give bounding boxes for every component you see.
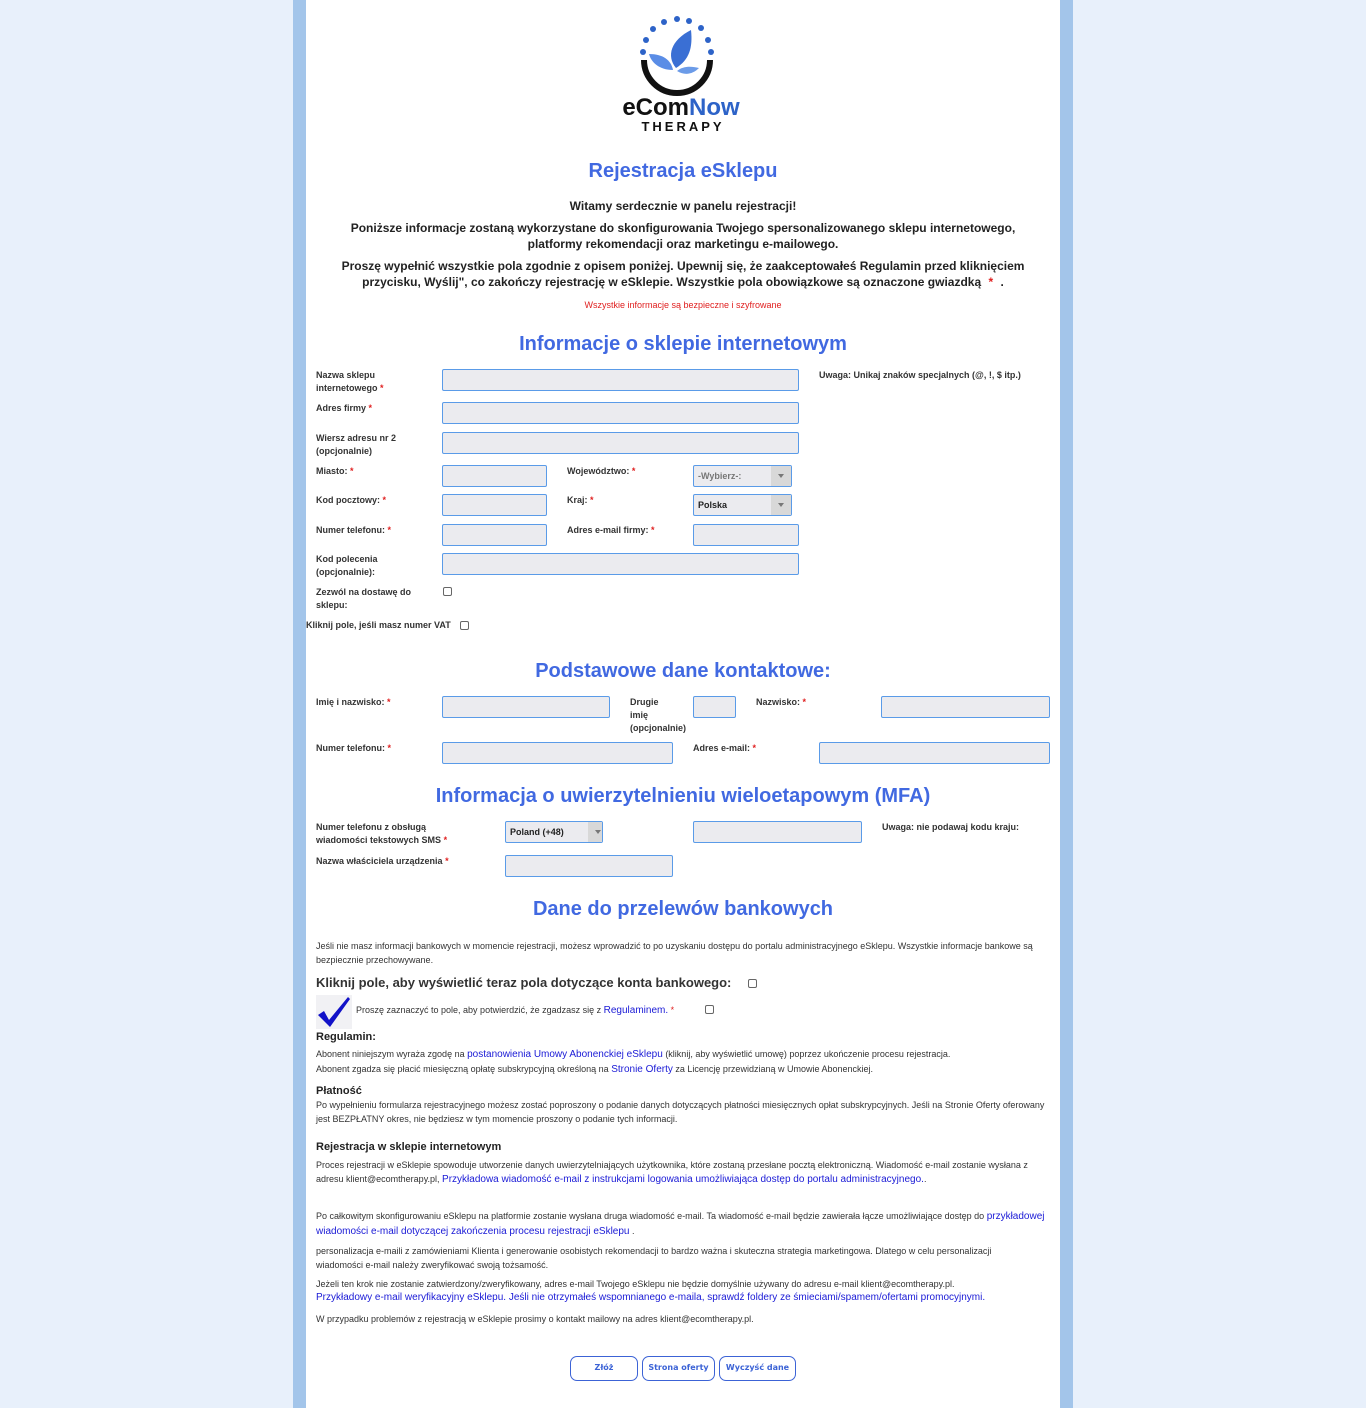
terms-line2: [316, 1062, 1056, 1077]
required-asterisk: *: [350, 466, 354, 476]
svg-text:eComNow: eComNow: [622, 94, 740, 121]
shop-name-label-line2: [316, 382, 384, 395]
mfa-hint: Uwaga: nie podawaj kodu kraju:: [882, 822, 1020, 832]
required-asterisk: *: [651, 525, 655, 535]
country-select[interactable]: [693, 494, 792, 516]
device-owner-label: [316, 855, 449, 868]
required-asterisk: *: [387, 743, 392, 753]
vat-checkbox[interactable]: [460, 621, 469, 630]
address2-label: [316, 432, 396, 458]
middle-name-label-line3: (opcjonalnie): [630, 723, 686, 733]
payment-text: Po wypełnieniu formularza rejestracyjnego możesz zostać poproszony o podanie danych dotyczących płatności miesięcznych opłat subskrypcyjnych. Jeśli na Stronie Oferty oferowany jest BEZPŁATNY okres, nie będziesz w tym momencie proszony o podanie tych informacji.: [316, 1100, 1045, 1124]
page-title: Rejestracja eSklepu: [588, 160, 778, 182]
province-select[interactable]: [693, 465, 792, 487]
sample-login-email-link[interactable]: Przykładowa wiadomość e-mail z instrukcjami logowania umożliwiająca dostęp do portalu administracyjnego.: [442, 1174, 924, 1185]
required-asterisk: *: [670, 1005, 675, 1015]
delivery-checkbox[interactable]: [443, 587, 452, 596]
sms-phone-label: [316, 821, 447, 847]
postal-label-text: Kod pocztowy:: [316, 495, 380, 505]
contact-phone-input[interactable]: [442, 742, 673, 764]
surname-label-text: Nazwisko:: [756, 697, 801, 707]
chevron-down-icon: [771, 495, 791, 515]
contact-email-label-text: Adres e-mail:: [693, 743, 751, 753]
ecomnow-therapy-logo: [611, 8, 751, 136]
middle-name-label-line1: Drugie: [630, 697, 659, 707]
city-label-text: Miasto:: [316, 466, 348, 476]
country-select-value: Polska: [698, 500, 728, 510]
secure-note: Wszystkie informacje są bezpieczne i szyfrowane: [584, 300, 782, 310]
delivery-label: [316, 586, 411, 612]
shop-email-label: [567, 524, 655, 537]
registration-paragraph-5: W przypadku problemów z rejestracją w eSklepie prosimy o kontakt mailowy na adres klient@ecomtherapy.pl.: [316, 1314, 754, 1324]
sms-phone-label-line1: Numer telefonu z obsługą: [316, 822, 427, 832]
chevron-down-icon: [771, 466, 791, 486]
sms-phone-label-text: wiadomości tekstowych SMS: [316, 835, 442, 845]
welcome-text: Witamy serdecznie w panelu rejestracji!: [569, 199, 797, 213]
terms-line1-b: (kliknij, aby wyświetlić umowę) poprzez ukończenie procesu rejestracja.: [665, 1049, 951, 1059]
province-select-value: -Wybierz-:: [698, 471, 742, 481]
middle-name-input[interactable]: [693, 696, 736, 718]
delivery-label-line2: sklepu:: [316, 600, 348, 610]
terms-agree-prefix: Proszę zaznaczyć to pole, aby potwierdzić, że zgadzasz się z: [356, 1005, 602, 1015]
registration-page: [306, 0, 1060, 1408]
address-input[interactable]: [442, 402, 799, 424]
surname-input[interactable]: [881, 696, 1050, 718]
terms-agree-checkbox[interactable]: [705, 1005, 714, 1014]
terms-line1-a: Abonent niniejszym wyraża zgodę na: [316, 1049, 465, 1059]
registration-p1-period: .: [923, 1174, 927, 1184]
shop-registration-title: Rejestracja w sklepie internetowym: [316, 1141, 502, 1153]
bank-fields-checkbox[interactable]: [748, 979, 757, 988]
registration-p4-text: Jeżeli ten krok nie zostanie zatwierdzony/zweryfikowany, adres e-mail Twojego eSklepu nie będzie domyślnie używany do adresu e-mail klient@ecomtherapy.pl.: [316, 1279, 955, 1289]
required-asterisk: *: [445, 856, 449, 866]
address-label: [316, 402, 372, 415]
bank-fields-toggle-label: Kliknij pole, aby wyświetlić teraz pola dotyczące konta bankowego:: [316, 975, 732, 990]
country-label: [567, 494, 594, 507]
vat-label: Kliknij pole, jeśli masz numer VAT: [306, 620, 451, 630]
registration-paragraph-4: [316, 1277, 1056, 1305]
svg-text:THERAPY: THERAPY: [641, 119, 725, 134]
shop-name-label: [316, 369, 384, 395]
referral-label-line2: (opcjonalnie):: [316, 567, 375, 577]
shop-name-label-text: internetowego: [316, 383, 378, 393]
required-asterisk: *: [752, 743, 757, 753]
clear-data-button[interactable]: Wyczyść dane: [719, 1356, 796, 1381]
required-asterisk: *: [382, 495, 387, 505]
right-border-stripe: [1060, 0, 1073, 1408]
device-owner-label-text: Nazwa właściciela urządzenia: [316, 856, 443, 866]
left-border-stripe: [293, 0, 306, 1408]
surname-label: [756, 696, 806, 709]
required-asterisk: *: [387, 525, 392, 535]
middle-name-label-line2: imię: [630, 710, 649, 720]
sample-completion-email-link[interactable]: przykładowej wiadomości e-mail dotyczącej zakończenia procesu rejestracji eSklepu: [316, 1211, 1045, 1237]
registration-p1-text: Proces rejestracji w eSklepie spowoduje utworzenie danych uwierzytelniających użytkownika, które zostaną przesłane pocztą elektroniczną. Wiadomość e-mail zostanie wysłana z adresu klient@ecomtherapy.pl,: [316, 1160, 1028, 1184]
leaf-dots-logo-icon: [611, 8, 751, 136]
province-label-text: Województwo:: [567, 466, 630, 476]
required-asterisk: *: [443, 835, 448, 845]
contact-email-label: [693, 742, 756, 755]
postal-label: [316, 494, 386, 507]
shop-phone-label: [316, 524, 391, 537]
required-asterisk: *: [802, 697, 807, 707]
terms-line2-a: Abonent zgadza się płacić miesięczną opłatę subskrypcyjną określoną na: [316, 1064, 609, 1074]
bank-info-text: Jeśli nie masz informacji bankowych w momencie rejestracji, możesz wprowadzić to po uzyskaniu dostępu do portalu administracyjnego eSklepu. Wszystkie informacje bankowe są bezpiecznie przechowywane.: [316, 941, 1033, 965]
bank-section-title: Dane do przelewów bankowych: [532, 898, 834, 920]
registration-p2-text: Po całkowitym skonfigurowaniu eSklepu na platformie zostanie wysłana druga wiadomość e-mail. Ta wiadomość e-mail będzie zawierała łącze umożliwiające dostęp do: [316, 1211, 985, 1221]
shop-name-input[interactable]: [442, 369, 799, 391]
sms-phone-input[interactable]: [693, 821, 862, 843]
fullname-label: [316, 696, 391, 709]
required-asterisk: *: [988, 275, 994, 289]
shop-phone-label-text: Numer telefonu:: [316, 525, 386, 535]
shop-name-label-line1: Nazwa sklepu: [316, 370, 376, 380]
delivery-label-line1: Zezwól na dostawę do: [316, 587, 412, 597]
shop-phone-input[interactable]: [442, 524, 547, 546]
registration-p2-period: .: [632, 1226, 635, 1236]
instructions-text: [336, 258, 1030, 290]
address-label-text: Adres firmy: [316, 403, 367, 413]
shop-name-hint: Uwaga: Unikaj znaków specjalnych (@, !, $ itp.): [819, 370, 1021, 380]
sms-phone-label-line2: [316, 834, 447, 847]
sample-verification-email-link[interactable]: Przykładowy e-mail weryfikacyjny eSklepu. Jeśli nie otrzymałeś wspomnianego e-maila, sprawdź foldery ze śmieciami/spamem/ofertami promocyjnymi.: [316, 1292, 986, 1303]
mfa-section-title: Informacja o uwierzytelnieniu wieloetapowym (MFA): [435, 785, 931, 807]
required-asterisk: *: [590, 495, 594, 505]
shop-email-label-text: Adres e-mail firmy:: [567, 525, 649, 535]
province-label: [567, 465, 635, 478]
referral-input[interactable]: [442, 553, 799, 575]
address2-label-line2: (opcjonalnie): [316, 446, 372, 456]
country-code-select[interactable]: [505, 821, 603, 843]
referral-label: [316, 553, 378, 579]
country-code-select-value: Poland (+48): [510, 827, 564, 837]
shop-email-input[interactable]: [693, 524, 799, 546]
instructions-period: .: [1000, 275, 1004, 289]
required-asterisk: *: [631, 466, 636, 476]
required-asterisk: *: [387, 697, 391, 707]
city-label: [316, 465, 354, 478]
middle-name-label: [630, 696, 686, 735]
payment-title: Płatność: [316, 1085, 362, 1097]
country-label-text: Kraj:: [567, 495, 588, 505]
device-owner-input[interactable]: [505, 855, 673, 877]
required-asterisk: *: [380, 383, 384, 393]
checkmark-svg-icon: [316, 995, 352, 1029]
subscription-agreement-link[interactable]: postanowienia Umowy Abonenckiej eSklepu: [467, 1049, 663, 1060]
terms-agree-text: [356, 1003, 674, 1018]
submit-button[interactable]: Złóż: [570, 1356, 638, 1381]
referral-label-line1: Kod polecenia: [316, 554, 378, 564]
city-input[interactable]: [442, 465, 547, 487]
contact-phone-label-text: Numer telefonu:: [316, 743, 386, 753]
registration-paragraph-2: [316, 1209, 1056, 1239]
shop-section-title: Informacje o sklepie internetowym: [519, 333, 847, 355]
terms-title: Regulamin:: [316, 1031, 376, 1043]
contact-email-input[interactable]: [819, 742, 1050, 764]
postal-input[interactable]: [442, 494, 547, 516]
address2-input[interactable]: [442, 432, 799, 454]
offer-page-button[interactable]: Strona oferty: [642, 1356, 715, 1381]
terms-line2-b: za Licencję przewidzianą w Umowie Abonenckiej.: [675, 1064, 874, 1074]
checkmark-icon: [316, 995, 352, 1029]
instructions-body: Proszę wypełnić wszystkie pola zgodnie z opisem poniżej. Upewnij się, że zaakceptowałeś Regulamin przed kliknięciem przycisku, Wyślij", co zakończy rejestrację w eSklepie. Wszystkie pola obowiązkowe są oznaczone gwiazdką: [341, 259, 1025, 289]
contact-section-title: Podstawowe dane kontaktowe:: [535, 660, 831, 682]
intro-text: Poniższe informacje zostaną wykorzystane do skonfigurowania Twojego spersonalizowanego sklepu internetowego, platformy rekomendacji oraz marketingu e-mailowego.: [350, 221, 1016, 251]
registration-paragraph-1: [316, 1158, 1046, 1187]
fullname-input[interactable]: [442, 696, 610, 718]
chevron-down-icon: [588, 822, 602, 842]
fullname-label-text: Imię i nazwisko:: [316, 697, 385, 707]
registration-paragraph-3: personalizacja e-maili z zamówieniami Klienta i generowanie osobistych rekomendacji to bardzo ważna i skuteczna strategia marketingowa. Dlatego w celu personalizacji wiadomości e-mail należy zweryfikować swoją tożsamość.: [316, 1246, 992, 1270]
required-asterisk: *: [368, 403, 373, 413]
address2-label-line1: Wiersz adresu nr 2: [316, 433, 396, 443]
terms-link[interactable]: Regulaminem.: [603, 1005, 669, 1016]
terms-line1: [316, 1047, 1056, 1062]
contact-phone-label: [316, 742, 391, 755]
offer-page-link[interactable]: Stronie Oferty: [611, 1064, 673, 1075]
